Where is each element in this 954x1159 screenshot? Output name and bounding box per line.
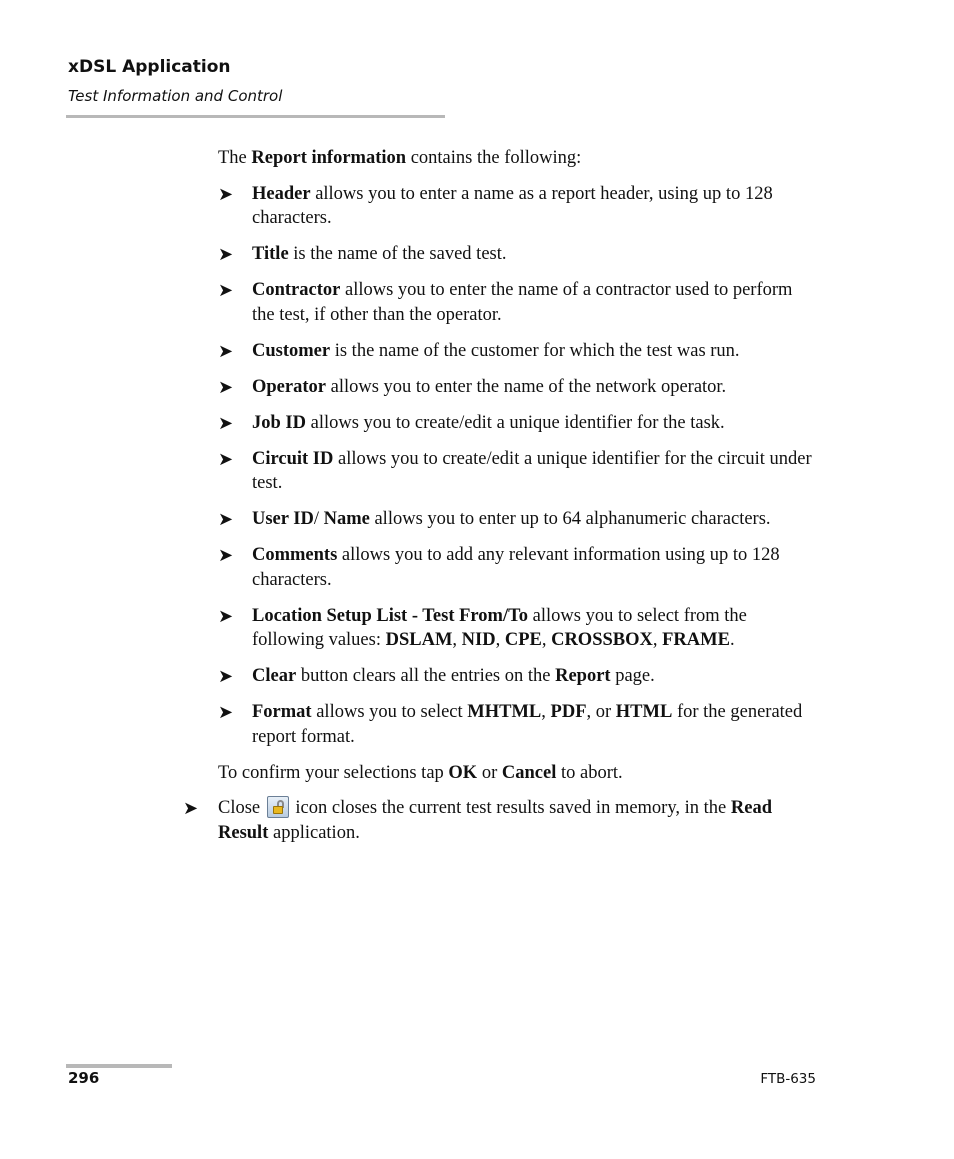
close-text-mid: icon closes the current test results saved in memory, in the [290, 798, 731, 818]
bullet-arrow-icon: ➤ [218, 509, 234, 530]
item-desc: allows you to select [311, 702, 468, 722]
item-term: Contractor [252, 280, 341, 300]
read-result-label: Read Result [218, 798, 773, 843]
item-separator: , [495, 630, 505, 650]
ok-label: OK [448, 762, 478, 783]
format-html: HTML [615, 702, 673, 722]
close-text: Close [218, 798, 265, 818]
item-term: Customer [252, 340, 331, 361]
bullet-arrow-icon: ➤ [218, 666, 234, 687]
bullet-arrow-icon: ➤ [183, 798, 199, 819]
item-separator: , [452, 630, 462, 650]
confirm-text: To confirm your selections tap [218, 762, 449, 783]
lock-icon [267, 796, 289, 818]
list-item [218, 700, 818, 749]
item-term: Job ID [252, 412, 306, 433]
confirm-text-mid: or [477, 762, 502, 783]
product-model: FTB-635 [760, 1071, 816, 1087]
intro-paragraph [218, 146, 818, 171]
item-desc: allows you to create/edit a unique identifier for the circuit under test. [252, 448, 812, 493]
item-desc: is the name of the saved test. [288, 244, 507, 264]
item-desc: allows you to enter the name of the network operator. [325, 376, 727, 397]
item-term: Location Setup List - Test From/To [252, 605, 529, 626]
bullet-arrow-icon: ➤ [218, 280, 234, 301]
list-item [218, 447, 818, 496]
bullet-arrow-icon: ➤ [218, 183, 234, 205]
confirm-text-end: to abort. [556, 762, 623, 783]
bullet-arrow-icon: ➤ [218, 545, 234, 566]
item-separator: , or [586, 702, 616, 722]
bullet-arrow-icon: ➤ [218, 448, 234, 470]
format-mhtml: MHTML [467, 702, 542, 722]
item-term: Clear [252, 666, 297, 686]
list-item [218, 507, 818, 532]
bullet-arrow-icon: ➤ [218, 702, 234, 723]
page-number: 296 [68, 1069, 100, 1087]
item-term: Title [252, 244, 289, 264]
value-frame: FRAME [662, 630, 730, 650]
item-desc: allows you to enter up to 64 alphanumeric characters. [369, 509, 771, 529]
value-cpe: CPE [504, 630, 542, 650]
item-term-2: Name [323, 509, 370, 529]
value-nid: NID [461, 630, 496, 650]
intro-bold: Report information [251, 148, 407, 168]
confirm-paragraph [218, 761, 818, 786]
intro-text: The [218, 148, 252, 168]
close-text-end: application. [268, 822, 360, 843]
body-content [183, 146, 818, 845]
intro-text-end: contains the following: [406, 148, 582, 168]
close-list-item [183, 796, 818, 845]
value-crossbox: CROSSBOX [551, 630, 653, 650]
cancel-label: Cancel [501, 762, 557, 783]
list-item [218, 278, 818, 327]
bullet-arrow-icon: ➤ [218, 244, 234, 265]
item-separator: , [541, 702, 551, 722]
item-desc: allows you to select from the following values: [252, 605, 747, 650]
list-item [218, 411, 818, 436]
list-item [218, 375, 818, 400]
item-term: Format [252, 702, 312, 722]
list-item [218, 604, 818, 653]
item-term: Operator [252, 376, 326, 397]
list-item [218, 664, 818, 689]
list-item [218, 543, 818, 592]
list-item [218, 182, 818, 231]
bullet-arrow-icon: ➤ [218, 376, 234, 398]
lock-body [273, 806, 283, 814]
bullet-arrow-icon: ➤ [218, 605, 234, 627]
format-pdf: PDF [550, 702, 587, 722]
section-subtitle: Test Information and Control [68, 87, 283, 105]
item-term: Circuit ID [252, 448, 334, 469]
item-separator: / [313, 509, 324, 529]
item-term-2: Report [555, 666, 611, 686]
item-desc: is the name of the customer for which the test was run. [330, 340, 740, 361]
bullet-arrow-icon: ➤ [218, 412, 234, 434]
item-end: page. [610, 666, 655, 686]
item-separator: , [541, 630, 552, 650]
item-desc: allows you to create/edit a unique identifier for the task. [305, 412, 725, 433]
item-term: User ID [252, 509, 314, 529]
footer-rule [66, 1064, 172, 1068]
report-info-list [218, 182, 818, 750]
item-end: . [729, 630, 735, 650]
list-item [218, 339, 818, 364]
item-term: Header [252, 183, 311, 204]
item-desc: button clears all the entries on the [296, 666, 556, 686]
item-desc: allows you to enter the name of a contractor used to perform the test, if other than the operator. [252, 280, 793, 325]
item-term: Comments [252, 545, 338, 565]
list-item [218, 242, 818, 267]
header-rule [66, 115, 445, 118]
item-separator: , [652, 630, 663, 650]
bullet-arrow-icon: ➤ [218, 340, 234, 362]
item-desc: allows you to add any relevant information using up to 128 characters. [252, 545, 780, 590]
value-dslam: DSLAM [385, 630, 453, 650]
item-desc: allows you to enter a name as a report header, using up to 128 characters. [252, 183, 773, 228]
item-end: for the generated report format. [252, 702, 803, 747]
section-title: xDSL Application [68, 57, 231, 77]
